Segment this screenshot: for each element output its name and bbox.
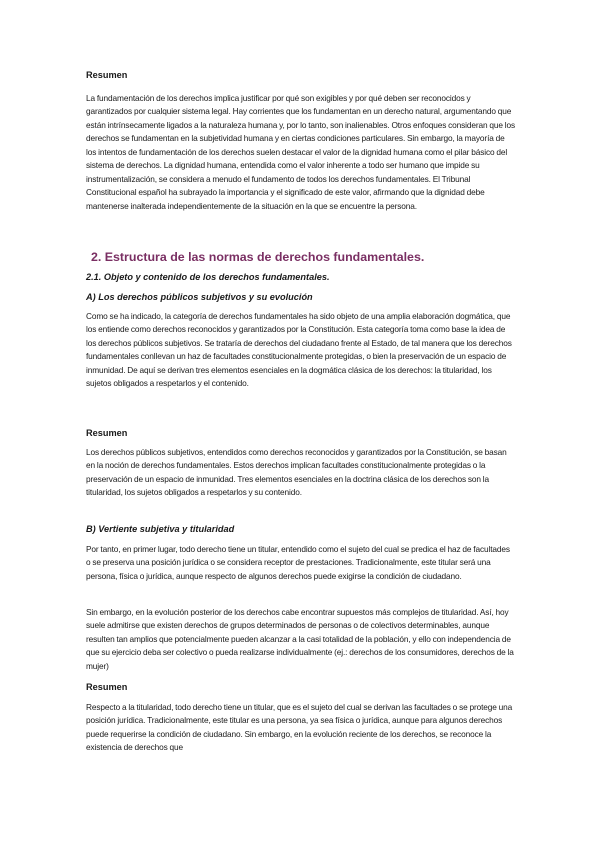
- subsection-heading-2-1: 2.1. Objeto y contenido de los derechos fundamentales.: [86, 272, 330, 282]
- paragraph-summary-derechos-publicos: Los derechos públicos subjetivos, entendidos como derechos reconocidos y garantizados por la Constitución, se basan en la noción de derechos fundamentales. Estos derechos implican facultades constitucionalmente protegidas o la preservación de un espacio de inmunidad. Tres elementos esenciales en la doctrina clásica de los derechos son la titularidad, los sujetos obligados a respetarlos y su contenido.: [86, 447, 507, 498]
- paragraph-fundamentacion: La fundamentación de los derechos implica justificar por qué son exigibles y por qué deben ser reconocidos y garantizados por cualquier sistema legal. Hay corrientes que los fundamentan en un derecho natural, argumentando que están intrínsecamente ligados a la naturaleza humana y, por lo tanto, son inalienables. Otros enfoques consideran que los derechos se fundamentan en la subjetividad humana y en ciertas condiciones particulares. Sin embargo, la mayoría de los intentos de fundamentación de los derechos suelen destacar el valor de la dignidad humana como el pilar básico del sistema de derechos. La dignidad humana, entendida como el valor inherente a todo ser humano que impide su instrumentalización, se considera a menudo el fundamento de todos los derechos fundamentales. El Tribunal Constitucional español ha subrayado la importancia y el significado de este valor, afirmando que la dignidad debe mantenerse inalterada independientemente de la situación en la que se encuentre la persona.: [86, 93, 515, 211]
- paragraph-titular: Por tanto, en primer lugar, todo derecho tiene un titular, entendido como el sujeto del cual se predica el haz de facultades o se preserva una posición jurídica o se considera receptor de prestaciones. Tradicionalmente, este titular será una persona, física o jurídica, aunque respecto de algunos derechos puede exigirse la condición de ciudadano.: [86, 544, 510, 581]
- paragraph-summary-titularidad: Respecto a la titularidad, todo derecho tiene un titular, que es el sujeto del cual se derivan las facultades o se protege una posición jurídica. Tradicionalmente, este titular es una persona, ya sea física o jurídica, aunque para algunos derechos puede requerirse la condición de ciudadano. Sin embargo, en la evolución reciente de los derechos, se reconoce la existencia de derechos que: [86, 702, 513, 753]
- paragraph-evolucion-titularidad: Sin embargo, en la evolución posterior de los derechos cabe encontrar supuestos más complejos de titularidad. Así, hoy suele admitirse que existen derechos de grupos determinados de personas o de colectivos determinables, aunque resulten tan amplios que potencialmente pueden alcanzar a la casi totalidad de la población, y ello con independencia de que su ejercicio deba ser colectivo o pueda realizarse individualmente (ej.: derechos de los consumidores, derechos de la mujer): [86, 607, 514, 671]
- section-heading-2: 2. Estructura de las normas de derechos fundamentales.: [91, 250, 425, 264]
- summary-heading: Resumen: [86, 682, 128, 692]
- heading-derechos-publicos: A) Los derechos públicos subjetivos y su evolución: [86, 292, 313, 302]
- summary-heading: Resumen: [86, 428, 128, 438]
- heading-vertiente-subjetiva: B) Vertiente subjetiva y titularidad: [86, 524, 235, 534]
- summary-heading: Resumen: [86, 70, 128, 80]
- paragraph-derechos-publicos: Como se ha indicado, la categoría de derechos fundamentales ha sido objeto de una amplia elaboración dogmática, que los entiende como derechos reconocidos y garantizados por la Constitución. Esta categoría toma como base la idea de los derechos públicos subjetivos. Se trataría de derechos del ciudadano frente al Estado, de tal manera que los derechos fundamentales conllevan un haz de facultades constitucionalmente protegidas, o bien la preservación de un espacio de inmunidad. De aquí se derivan tres elementos esenciales en la dogmática clásica de los derechos: la titularidad, los sujetos obligados a respetarlos y el contenido.: [86, 311, 512, 389]
